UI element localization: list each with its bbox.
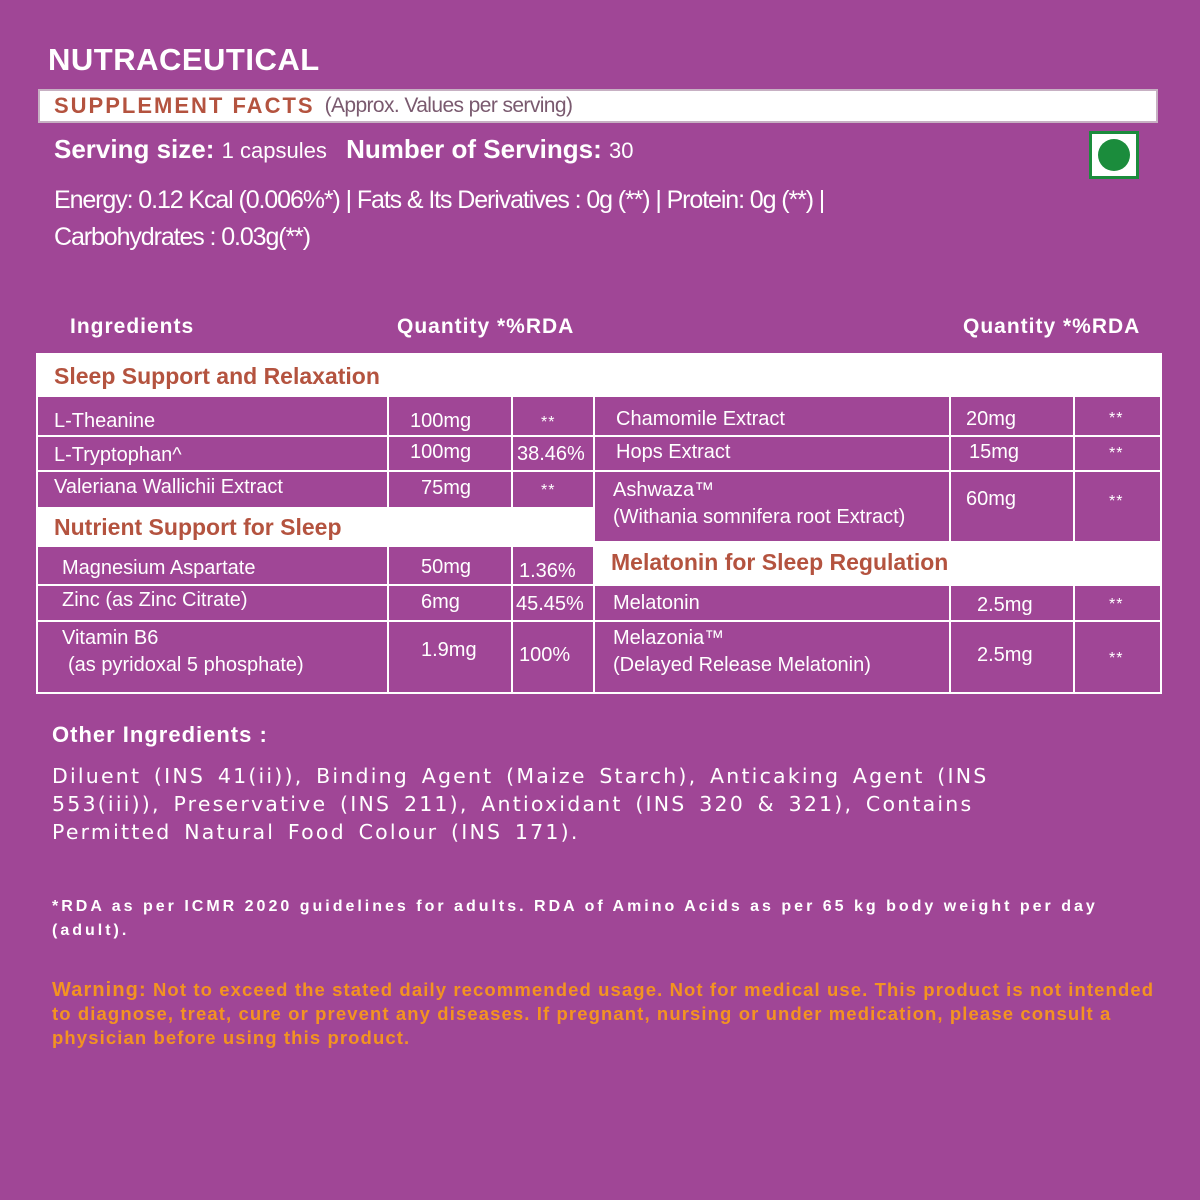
supplement-facts-subtitle: (Approx. Values per serving) [324,94,573,117]
supplement-facts-label: SUPPLEMENT FACTS [54,93,315,118]
vitamin-b6-name: Vitamin B6 [62,627,159,649]
vitamin-b6-qty: 1.9mg [421,639,477,661]
veg-symbol-icon [1089,131,1139,179]
table-divider [1073,584,1075,692]
melazonia-name: Melazonia™ [613,627,725,649]
serving-size-label: Serving size: [54,134,215,164]
valeriana-rda: ** [541,482,556,499]
table-divider [1073,397,1075,541]
l-theanine-qty: 100mg [410,410,472,432]
valeriana-name: Valeriana Wallichii Extract [54,476,283,498]
ingredients-header: Ingredients [70,315,195,338]
warning-text [52,978,1162,1050]
l-tryptophan-rda: 38.46% [517,443,585,465]
zinc-qty: 6mg [421,591,460,613]
table-divider [38,620,1160,622]
serving-info [54,134,646,165]
l-theanine-name: L-Theanine [54,410,156,432]
rda-footnote: *RDA as per ICMR 2020 guidelines for adults. RDA of Amino Acids as per 65 kg body weight per day (adult). [52,898,1098,939]
section-nutrient-support: Nutrient Support for Sleep [38,507,593,547]
l-tryptophan-name: L-Tryptophan^ [54,444,182,466]
table-divider [38,435,1160,437]
ashwaza-qty: 60mg [966,488,1017,510]
warning-label: Warning: [52,979,147,1001]
l-theanine-rda: ** [541,414,556,431]
table-divider [38,584,1160,586]
table-divider [511,397,513,507]
ingredients-table [36,353,1162,694]
l-tryptophan-qty: 100mg [410,441,472,463]
magnesium-rda: 1.36% [519,560,576,582]
other-ingredients-text: Diluent (INS 41(ii)), Binding Agent (Maize Starch), Anticaking Agent (INS 553(iii)), Preservative (INS 211), Antioxidant (INS 320 & 321), Contains Permitted Natural Food Colour (INS 171). [52,764,989,844]
ashwaza-rda: ** [1109,493,1124,510]
melatonin-rda: ** [1109,596,1124,613]
section-melatonin: Melatonin for Sleep Regulation [595,541,1160,584]
melazonia-rda: ** [1109,650,1124,667]
energy-line-2: Carbohydrates : 0.03g(**) [54,223,310,251]
supplement-facts-banner [38,89,1158,123]
chamomile-qty: 20mg [966,408,1017,430]
servings-count-value: 30 [609,138,634,163]
valeriana-qty: 75mg [421,477,472,499]
melazonia-form: (Delayed Release Melatonin) [613,654,871,676]
melatonin-name: Melatonin [613,592,700,614]
section-sleep-support: Sleep Support and Relaxation [38,355,1160,397]
servings-count-label: Number of Servings: [346,134,602,164]
zinc-name: Zinc (as Zinc Citrate) [62,589,248,611]
ashwaza-source: (Withania somnifera root Extract) [613,506,906,528]
energy-info [54,182,914,256]
vitamin-b6-form: (as pyridoxal 5 phosphate) [68,654,304,676]
serving-size-value: 1 capsules [221,138,327,163]
hops-rda: ** [1109,445,1124,462]
table-divider [387,397,389,507]
hops-qty: 15mg [969,441,1020,463]
chamomile-name: Chamomile Extract [616,408,785,430]
melazonia-qty: 2.5mg [977,644,1033,666]
ashwaza-name: Ashwaza™ [613,479,715,501]
hops-name: Hops Extract [616,441,731,463]
table-divider [949,397,951,541]
melatonin-qty: 2.5mg [977,594,1033,616]
quantity-rda-header-right: Quantity *%RDA [963,315,1141,338]
magnesium-name: Magnesium Aspartate [62,557,256,579]
table-divider [38,470,1160,472]
page-title: NUTRACEUTICAL [48,42,320,77]
chamomile-rda: ** [1109,410,1124,427]
warning-body: Not to exceed the stated daily recommended usage. Not for medical use. This product is not intended to diagnose, treat, cure or prevent any diseases. If pregnant, nursing or under medication, please consult a physician before using this product. [52,979,1155,1048]
zinc-rda: 45.45% [516,593,584,615]
magnesium-qty: 50mg [421,556,472,578]
veg-dot [1098,139,1130,171]
energy-line-1: Energy: 0.12 Kcal (0.006%*) | Fats & Its Derivatives : 0g (**) | Protein: 0g (**) | [54,186,825,214]
vitamin-b6-rda: 100% [519,644,571,666]
table-divider [949,584,951,692]
other-ingredients-heading: Other Ingredients : [52,722,268,747]
quantity-rda-header-left: Quantity *%RDA [397,315,575,338]
